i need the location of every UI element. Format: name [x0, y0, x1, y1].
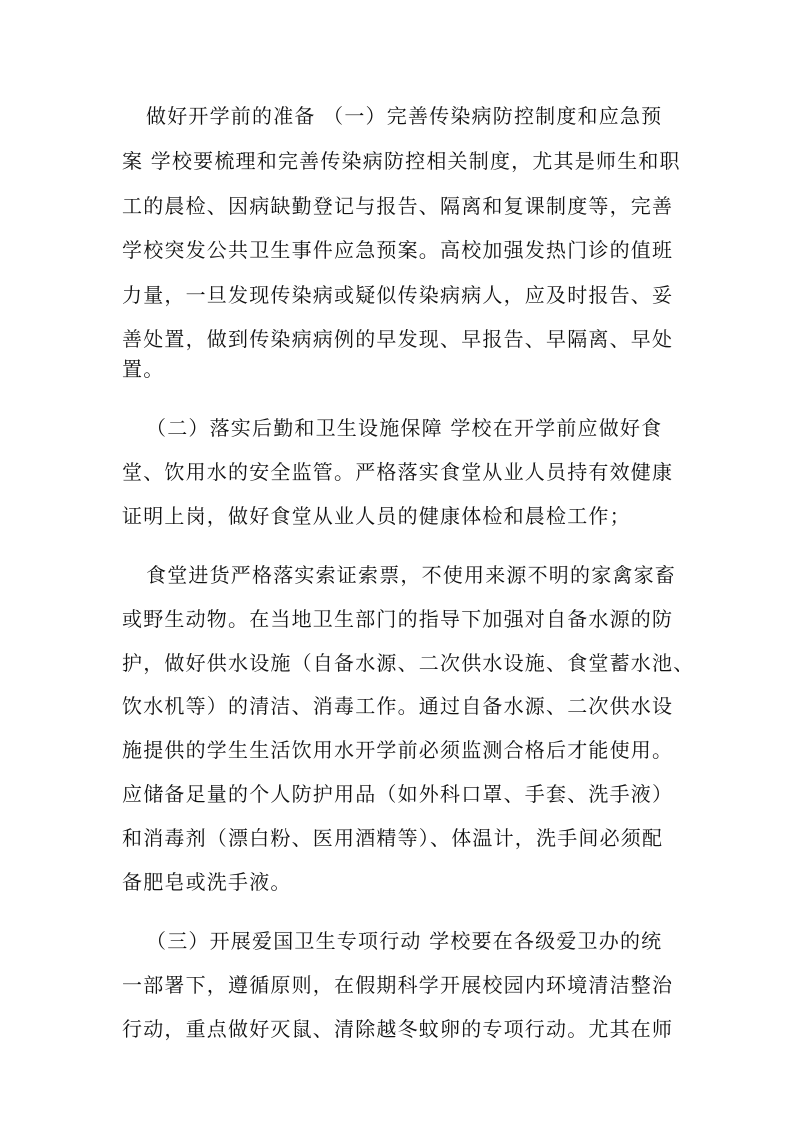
paragraph-2-line-3: 证明上岗，做好食堂从业人员的健康体检和晨检工作； — [122, 504, 631, 528]
paragraph-3-line-6: 应储备足量的个人防护用品（如外科口罩、手套、洗手液） — [122, 782, 674, 806]
paragraph-3-line-7: 和消毒剂（漂白粉、医用酒精等）、体温计，洗手间必须配 — [122, 826, 664, 850]
paragraph-4-line-3: 行动，重点做好灭鼠、清除越冬蚊卵的专项行动。尤其在师 — [122, 1017, 674, 1041]
paragraph-1-line-7: 置。 — [122, 357, 165, 381]
paragraph-1-line-4: 学校突发公共卫生事件应急预案。高校加强发热门诊的值班 — [122, 238, 674, 262]
paragraph-1-line-3: 工的晨检、因病缺勤登记与报告、隔离和复课制度等，完善 — [122, 194, 674, 218]
paragraph-1-line-6: 善处置，做到传染病病例的早发现、早报告、早隔离、早处 — [122, 327, 674, 351]
paragraph-4-line-1: （三）开展爱国卫生专项行动 学校要在各级爱卫办的统 — [146, 929, 663, 953]
paragraph-3-line-4: 饮水机等）的清洁、消毒工作。通过自备水源、二次供水设 — [122, 694, 674, 718]
paragraph-3-line-8: 备肥皂或洗手液。 — [122, 870, 292, 894]
paragraph-1-line-5: 力量，一旦发现传染病或疑似传染病病人，应及时报告、妥 — [122, 283, 674, 307]
paragraph-3-line-1: 食堂进货严格落实索证索票，不使用来源不明的家禽家畜 — [146, 563, 676, 587]
paragraph-4-line-2: 一部署下，遵循原则，在假期科学开展校园内环境清洁整治 — [122, 973, 674, 997]
paragraph-2-line-2: 堂、饮用水的安全监管。严格落实食堂从业人员持有效健康 — [122, 460, 674, 484]
paragraph-1-line-2: 案 学校要梳理和完善传染病防控相关制度，尤其是师生和职 — [122, 149, 681, 173]
paragraph-3-line-5: 施提供的学生生活饮用水开学前必须监测合格后才能使用。 — [122, 738, 674, 762]
paragraph-3-line-2: 或野生动物。在当地卫生部门的指导下加强对自备水源的防 — [122, 607, 674, 631]
paragraph-2-line-1: （二）落实后勤和卫生设施保障 学校在开学前应做好食 — [146, 416, 663, 440]
paragraph-3-line-3: 护，做好供水设施（自备水源、二次供水设施、食堂蓄水池、 — [122, 651, 695, 675]
paragraph-1-line-1: 做好开学前的准备 （一）完善传染病防控制度和应急预 — [146, 104, 663, 128]
